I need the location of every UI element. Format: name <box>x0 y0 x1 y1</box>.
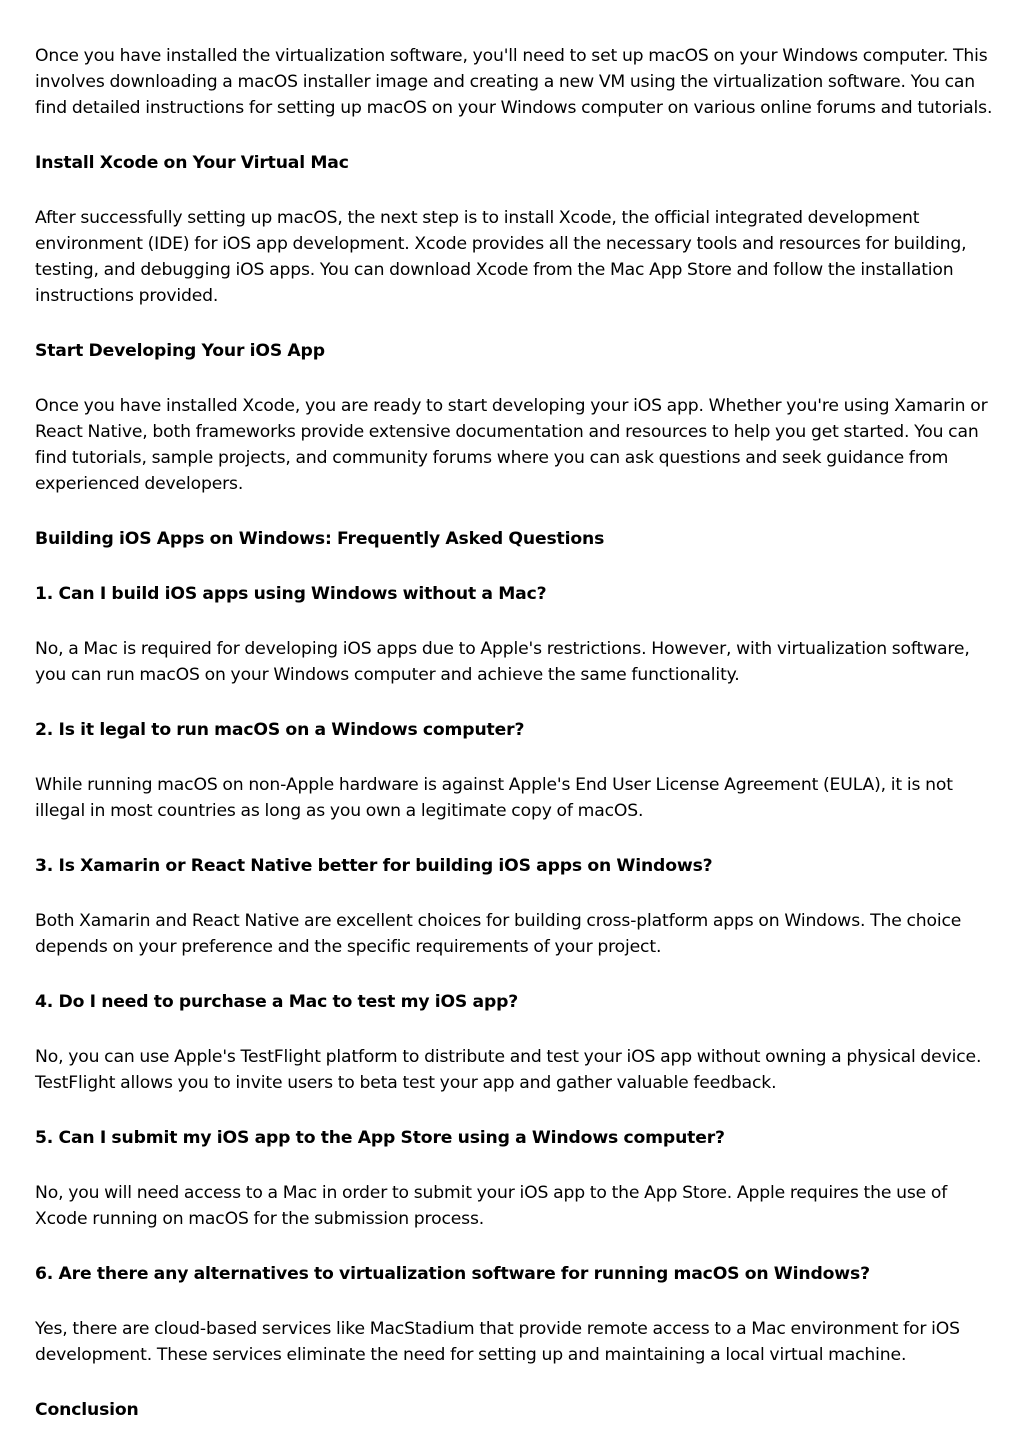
faq-question-1: 1. Can I build iOS apps using Windows without a Mac? <box>35 584 547 604</box>
faq-question-6: 6. Are there any alternatives to virtualization software for running macOS on Windows? <box>35 1264 870 1284</box>
faq-answer-5: No, you will need access to a Mac in order to submit your iOS app to the App Store. Apple requires the use of Xcode running on macOS for the submission process. <box>35 1183 948 1229</box>
faq-heading: Building iOS Apps on Windows: Frequently Asked Questions <box>35 529 605 549</box>
faq-answer-2: While running macOS on non-Apple hardware is against Apple's End User License Agreement (EULA), it is not illegal in most countries as long as you own a legitimate copy of macOS. <box>35 775 953 821</box>
section-body-start-developing: Once you have installed Xcode, you are ready to start developing your iOS app. Whether you're using Xamarin or React Native, both frameworks provide extensive documentation and resources to help you get started. You can find tutorials, sample projects, and community forums where you can ask questions and seek guidance from experienced developers. <box>35 396 988 494</box>
conclusion-heading: Conclusion <box>35 1400 139 1420</box>
faq-answer-6: Yes, there are cloud-based services like MacStadium that provide remote access to a Mac environment for iOS development. These services eliminate the need for setting up and maintaining a local virtual machine. <box>35 1319 960 1365</box>
section-heading-install-xcode: Install Xcode on Your Virtual Mac <box>35 153 349 173</box>
faq-answer-1: No, a Mac is required for developing iOS apps due to Apple's restrictions. However, with virtualization software, you can run macOS on your Windows computer and achieve the same functionality. <box>35 639 970 685</box>
intro-paragraph: Once you have installed the virtualization software, you'll need to set up macOS on your Windows computer. This involves downloading a macOS installer image and creating a new VM using the virtualization software. You can find detailed instructions for setting up macOS on your Windows computer on various online forums and tutorials. <box>35 46 993 118</box>
section-body-install-xcode: After successfully setting up macOS, the next step is to install Xcode, the official integrated development environment (IDE) for iOS app development. Xcode provides all the necessary tools and resources for building, testing, and debugging iOS apps. You can download Xcode from the Mac App Store and follow the installation instructions provided. <box>35 208 967 306</box>
faq-answer-4: No, you can use Apple's TestFlight platform to distribute and test your iOS app without owning a physical device. TestFlight allows you to invite users to beta test your app and gather valuable feedback. <box>35 1047 982 1093</box>
faq-question-4: 4. Do I need to purchase a Mac to test my iOS app? <box>35 992 519 1012</box>
faq-answer-3: Both Xamarin and React Native are excellent choices for building cross-platform apps on Windows. The choice depends on your preference and the specific requirements of your project. <box>35 911 962 957</box>
article <box>35 43 995 1423</box>
faq-question-5: 5. Can I submit my iOS app to the App Store using a Windows computer? <box>35 1128 725 1148</box>
section-heading-start-developing: Start Developing Your iOS App <box>35 341 325 361</box>
faq-question-2: 2. Is it legal to run macOS on a Windows computer? <box>35 720 525 740</box>
faq-question-3: 3. Is Xamarin or React Native better for building iOS apps on Windows? <box>35 856 713 876</box>
